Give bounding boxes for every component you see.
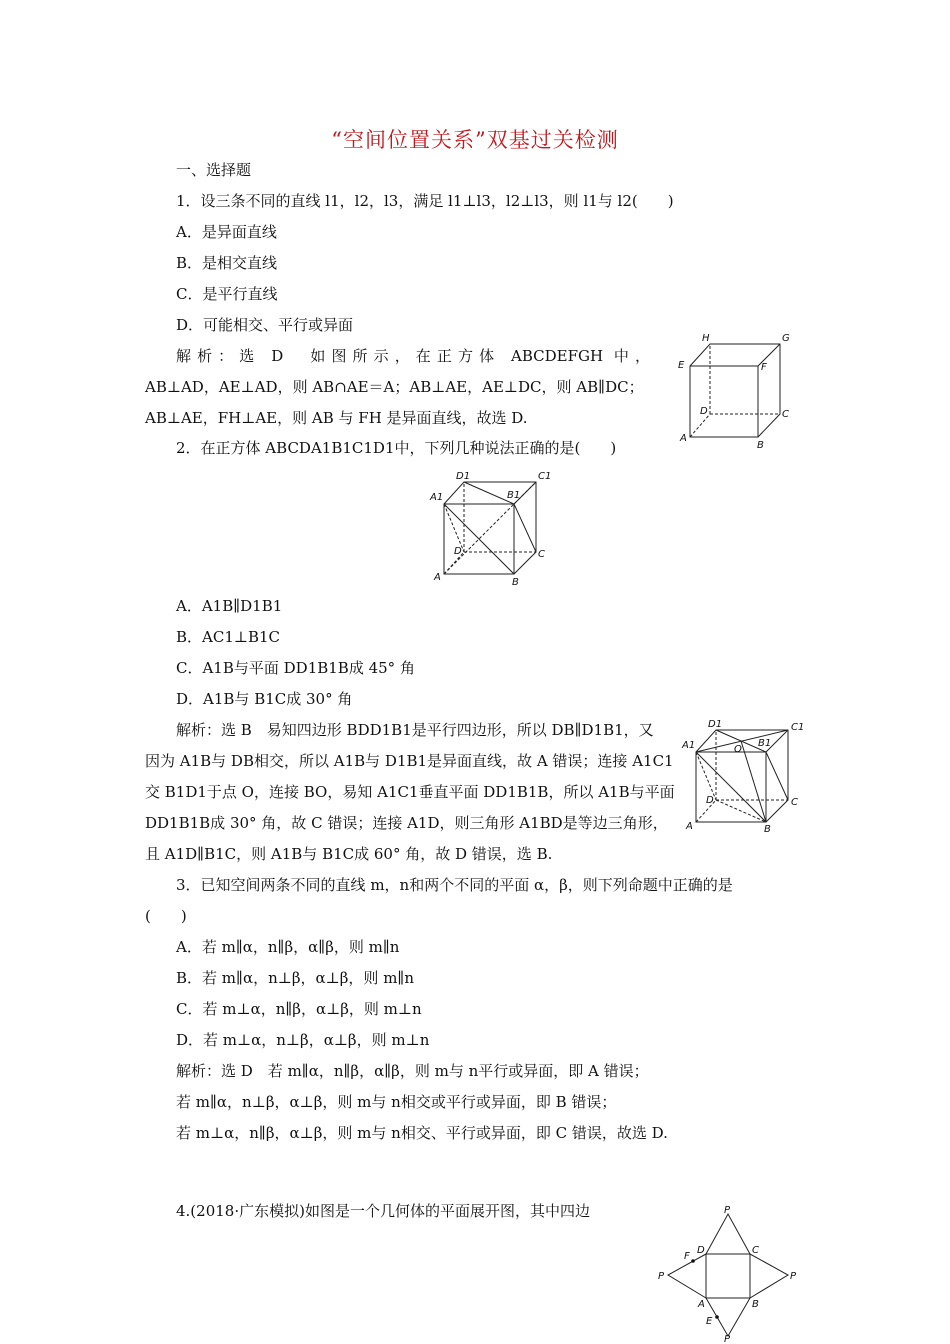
label-b: B (757, 440, 764, 450)
label-b1: B1 (758, 738, 772, 749)
label-b: B (764, 824, 771, 834)
q3-solution-line3: 若 m⊥α，n∥β，α⊥β，则 m与 n相交、平行或异面，即 C 错误，故选 D. (176, 1124, 668, 1142)
label-c: C (538, 549, 545, 560)
cube-figure-a1b1c1d1 (428, 466, 558, 586)
label-b1: B1 (507, 490, 521, 501)
label-d1: D1 (456, 471, 471, 482)
q1-option-a: A．是异面直线 (176, 223, 277, 241)
q3-option-b: B．若 m∥α，n⊥β，α⊥β，则 m∥n (176, 969, 415, 987)
q3-stem-line2: ( ) (145, 907, 187, 925)
label-p-bottom: P (724, 1334, 731, 1342)
label-h: H (702, 333, 710, 344)
q2-solution-line4: DD1B1B成 30° 角，故 C 错误；连接 A1D，则三角形 A1BD是等边三角形， (145, 814, 668, 832)
cube-figure-efgh (672, 330, 802, 450)
label-p-left: P (658, 1271, 665, 1282)
q4-stem: 4.(2018·广东模拟)如图是一个几何体的平面展开图，其中四边 (176, 1202, 590, 1220)
label-d: D (697, 1245, 705, 1256)
label-c1: C1 (538, 471, 552, 482)
q1-option-c: C．是平行直线 (176, 285, 278, 303)
label-o: O (734, 744, 742, 755)
label-d1: D1 (708, 719, 723, 730)
q2-solution-line3: 交 B1D1于点 O，连接 BO，易知 A1C1垂直平面 DD1B1B，所以 A1B与平面 (145, 783, 675, 801)
label-p-top: P (724, 1206, 731, 1216)
label-c: C (752, 1245, 759, 1256)
label-d: D (700, 406, 708, 417)
label-c1: C1 (791, 722, 805, 733)
q1-solution-line3: AB⊥AE，FH⊥AE，则 AB 与 FH 是异面直线，故选 D. (145, 409, 528, 427)
q3-option-a: A．若 m∥α，n∥β，α∥β，则 m∥n (176, 938, 400, 956)
q3-stem-line1: 3．已知空间两条不同的直线 m，n和两个不同的平面 α，β，则下列命题中正确的是 (176, 876, 733, 894)
q2-solution-line2: 因为 A1B与 DB相交，所以 A1B与 D1B1是异面直线，故 A 错误；连接 A1C1 (145, 752, 674, 770)
label-a: A (698, 1299, 705, 1310)
section-heading: 一、选择题 (176, 161, 252, 179)
q2-option-a: A．A1B∥D1B1 (176, 597, 283, 615)
q2-solution-line5: 且 A1D∥B1C，则 A1B与 B1C成 60° 角，故 D 错误，选 B. (145, 845, 553, 863)
label-a1: A1 (682, 740, 696, 751)
q2-solution-line1: 解析：选 B 易知四边形 BDD1B1是平行四边形，所以 DB∥D1B1，又 (176, 721, 654, 739)
q2-option-b: B．AC1⊥B1C (176, 628, 281, 646)
label-g: G (782, 333, 790, 344)
q3-option-c: C．若 m⊥α，n∥β，α⊥β，则 m⊥n (176, 1000, 422, 1018)
label-a: A (686, 821, 693, 832)
label-a1: A1 (430, 492, 444, 503)
label-c: C (782, 409, 789, 420)
q3-option-d: D．若 m⊥α，n⊥β，α⊥β，则 m⊥n (176, 1031, 430, 1049)
q2-stem: 2．在正方体 ABCDA1B1C1D1中，下列几种说法正确的是( ) (176, 439, 617, 457)
label-p-right: P (790, 1271, 797, 1282)
label-f: F (684, 1251, 690, 1262)
q2-option-c: C．A1B与平面 DD1B1B成 45° 角 (176, 659, 415, 677)
q1-stem: 1．设三条不同的直线 l1，l2，l3，满足 l1⊥l3，l2⊥l3，则 l1与 l2( ) (176, 192, 674, 210)
label-d: D (706, 795, 714, 806)
label-d: D (454, 546, 462, 557)
label-e: E (706, 1316, 713, 1327)
q3-solution-line1: 解析：选 D 若 m∥α，n∥β，α∥β，则 m与 n平行或异面，即 A 错误； (176, 1062, 649, 1080)
q1-option-b: B．是相交直线 (176, 254, 278, 272)
label-b: B (752, 1299, 759, 1310)
label-c: C (791, 797, 798, 808)
label-a: A (434, 572, 441, 583)
q3-solution-line2: 若 m∥α，n⊥β，α⊥β，则 m与 n相交或平行或异面，即 B 错误； (176, 1093, 617, 1111)
q1-option-d: D．可能相交、平行或异面 (176, 316, 354, 334)
page-title: “空间位置关系”双基过关检测 (331, 128, 619, 152)
q1-solution-line1: 解析：选 D 如图所示，在正方体 ABCDEFGH 中， (176, 347, 650, 365)
label-f: F (761, 362, 767, 373)
label-a: A (680, 433, 687, 444)
q2-option-d: D．A1B与 B1C成 30° 角 (176, 690, 353, 708)
label-b: B (512, 577, 519, 586)
label-e: E (678, 360, 685, 371)
q1-solution-line2: AB⊥AD，AE⊥AD，则 AB∩AE＝A；AB⊥AE，AE⊥DC，则 AB∥DC； (145, 378, 644, 396)
net-figure (656, 1206, 806, 1342)
cube-figure-with-o (680, 712, 810, 834)
